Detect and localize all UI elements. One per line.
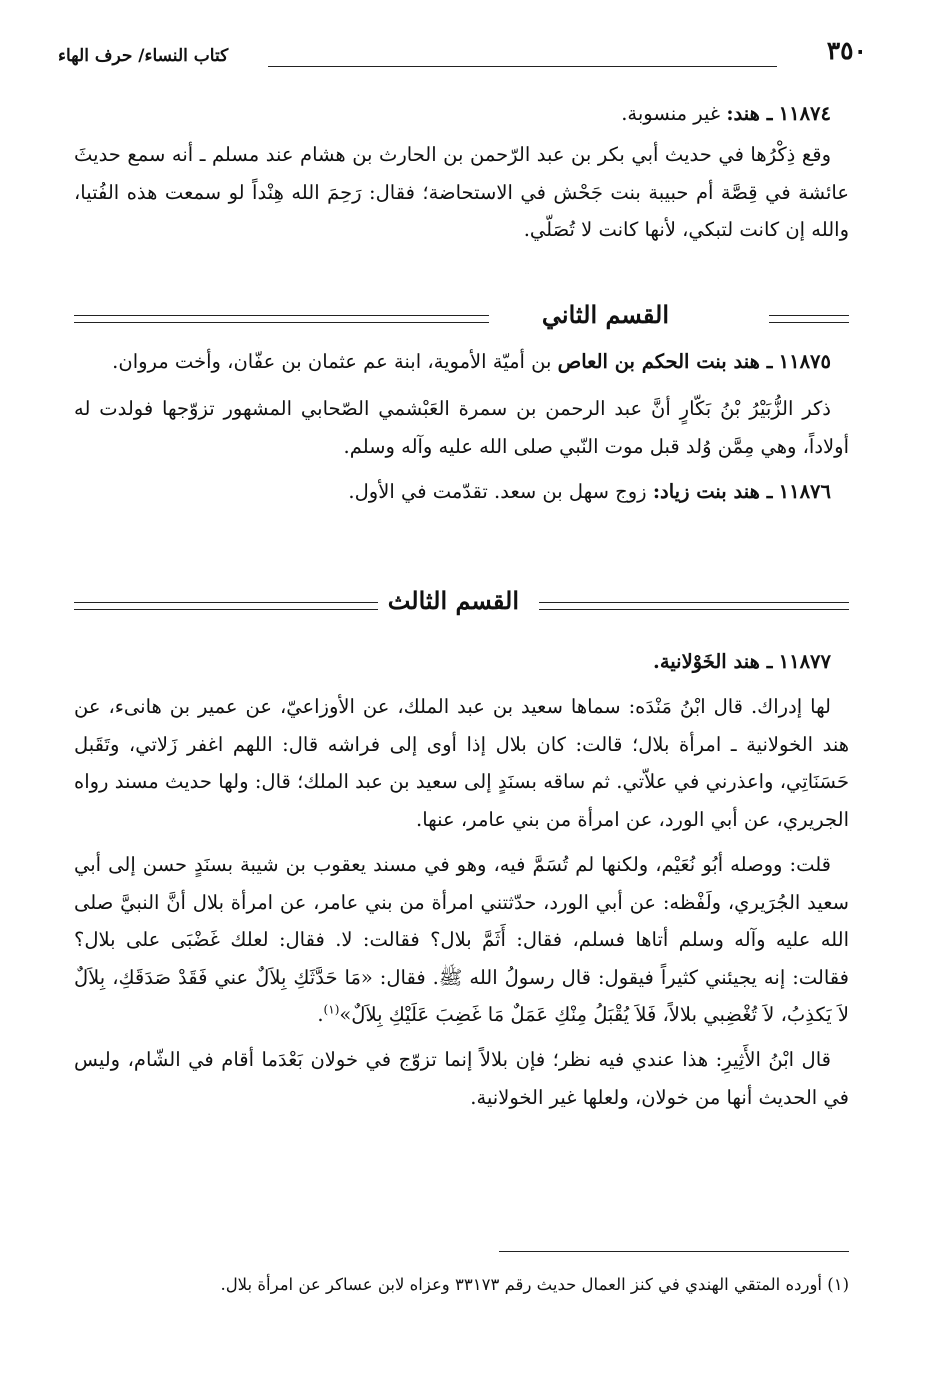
section-heading-2 [74, 300, 849, 336]
block-section-3 [74, 643, 849, 1116]
page-number: ٣٥٠ [826, 36, 867, 65]
section-title: القسم الثالث [378, 586, 529, 615]
paragraph-1: وقع ذِكْرُها في حديث أبي بكر بن عبد الرّحمن بن الحارث بن هشام عند مسلم ـ أنه سمع حديثَ عائشة في قِصَّة أم حبيبة بنت جَحْش في الاستحاضة؛ فقال: رَحِمَ الله هِنْداً لو سمعت هذه الفُتيا، والله إن كانت لتبكي، لأنها كانت لا تُصَلّي. [74, 143, 849, 242]
entry-name: ـ هند الخَوْلانية. [653, 650, 773, 673]
paragraph-4-text: قلت: ووصله أبُو نُعَيْم، ولكنها لم تُسَمَّ فيه، وهو في مسند يعقوب بن شيبة بسنَدٍ حسن إلى أبي سعيد الجُرَيري، ولَفْظه: عن أبي الورد، حدّثتني امرأة من بني عامر، عن امرأة بلال أنَّ النبيَّ صلى الله عليه وآله وسلم أتاها فسلم، فقال: أَثَمَّ بلال؟ فقالت: لا. فقال: لعلك غَضْبَى على بلال؟ فقالت: إنه يجيئني كثيراً فيقول: قال رسولُ الله ﷺ. فقال: «مَا حَدَّثَكِ بِلاَلٌ عني فَقَدْ صَدَقَكِ، بِلاَلٌ لاَ يَكذِبُ، لاَ تُغْضِبي بلالاً، فَلاَ يُقْبَلُ مِنْكِ عَمَلٌ مَا غَضِبَ عَلَيْكِ بِلاَلٌ» [74, 853, 849, 1026]
section-rule-right [539, 602, 849, 610]
paragraph-5: قال ابْنُ الأَثِيرِ: هذا عندي فيه نظر؛ فإن بلالاً إنما تزوّج في خولان بَعْدَما أقام في الشّام، وليس في الحديث أنها من خولان، ولعلها غير الخولانية. [74, 1048, 849, 1109]
entry-name: ـ هند بنت زياد: [652, 480, 773, 504]
section-rule-right [769, 315, 849, 323]
section-rule-left [74, 602, 404, 610]
paragraph-4: قلت: ووصله أبُو نُعَيْم، ولكنها لم تُسَمَّ فيه، وهو في مسند يعقوب بن شيبة بسنَدٍ حسن إلى أبي سعيد الجُرَيري، ولَفْظه: عن أبي الورد، حدّثتني امرأة من بني عامر، عن امرأة بلال أنَّ النبيَّ صلى الله عليه وآله وسلم أتاها فسلم، فقال: أَثَمَّ بلال؟ فقالت: لا. فقال: لعلك غَضْبَى على بلال؟ فقالت: إنه يجيئني كثيراً فيقول: قال رسولُ الله ﷺ. فقال: «مَا حَدَّثَكِ بِلاَلٌ عني فَقَدْ صَدَقَكِ، بِلاَلٌ لاَ يَكذِبُ، لاَ تُغْضِبي بلالاً، فَلاَ يُقْبَلُ مِنْكِ عَمَلٌ مَا غَضِبَ عَلَيْكِ بِلاَلٌ»$^{(١)}$. [74, 853, 849, 1026]
running-head [58, 34, 867, 78]
entry-number: ١١٨٧٦ [778, 480, 831, 504]
entry-name: ـ هند بنت الحكم بن العاص [557, 350, 773, 373]
footnote-ref: (١) [323, 1002, 340, 1017]
entry-number: ١١٨٧٧ [778, 650, 831, 673]
block-entry-11874 [74, 95, 849, 249]
section-rule-left [74, 315, 489, 323]
section-title: القسم الثاني [532, 300, 679, 329]
entry-name: ـ هند: [726, 102, 773, 125]
footnote-rule [499, 1251, 849, 1252]
header-rule [268, 66, 777, 67]
entry-11875 [74, 343, 849, 380]
footnote: (١) أورده المتقي الهندي في كنز العمال حديث رقم ٣٣١٧٣ وعزاه لابن عساكر عن امرأة بلال. [220, 1275, 849, 1294]
entry-text: زوج سهل بن سعد. تقدّمت في الأول. [348, 480, 647, 504]
paragraph-2: ذكر الزُّبَيْرُ بْنُ بَكّارٍ أنَّ عبد الرحمن بن سمرة العَبْشمي الصّحابي المشهور تزوّجها فولدت له أولاداً، وهي مِمَّن وُلد قبل موت النّبي صلى الله عليه وآله وسلم. [74, 397, 849, 458]
entry-11874 [74, 95, 849, 132]
entry-11877 [74, 643, 849, 680]
block-section-2 [74, 343, 849, 511]
entry-text: بن أميّة الأموية، ابنة عم عثمان بن عفّان، وأخت مروان. [112, 350, 552, 373]
running-title: كتاب النساء/ حرف الهاء [58, 46, 229, 66]
section-heading-3 [74, 586, 849, 622]
entry-number: ١١٨٧٥ [778, 350, 831, 373]
paragraph-3: لها إدراك. قال ابْنُ مَنْدَه: سماها سعيد بن عبد الملك، عن الأوزاعيّ، عن عمير بن هانىء، عن هند الخولانية ـ امرأة بلال؛ قالت: كان بلال إذا أوى إلى فراشه قال: اللهم اغفر زَلاتي، وتَقَبل حَسَنَاتِي، واعذرني في علاّتي. ثم ساقه بسنَدٍ إلى سعيد بن عبد الملك؛ قال: ولها حديث مسند رواه الجريري، عن أبي الورد، عن امرأة من بني عامر، عنها. [74, 695, 849, 831]
entry-number: ١١٨٧٤ [778, 102, 831, 125]
entry-11876 [74, 473, 849, 510]
entry-text: غير منسوبة. [621, 102, 721, 125]
